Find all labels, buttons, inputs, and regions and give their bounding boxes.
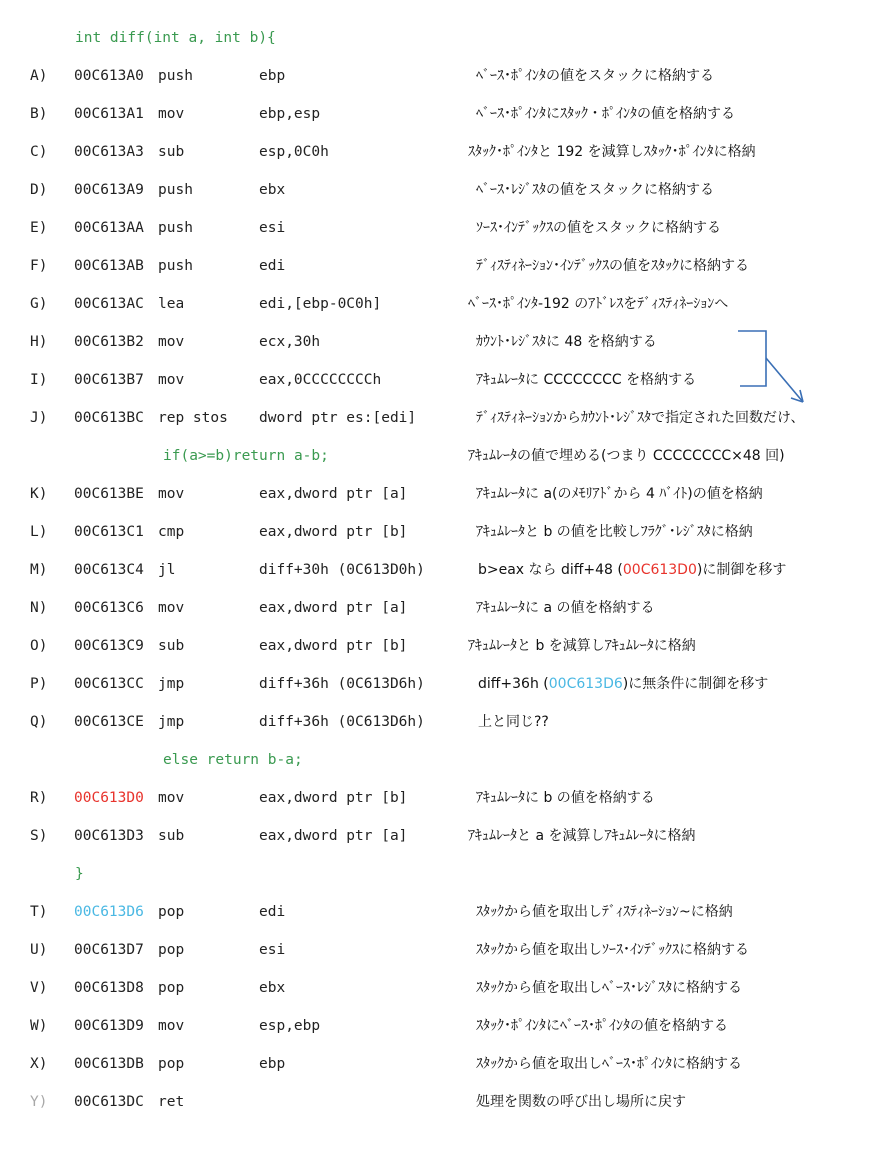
row-address: 00C613D0: [74, 790, 144, 806]
row-label: V): [30, 980, 48, 996]
row-label: Q): [30, 714, 48, 730]
row-opcode: sub: [158, 638, 185, 654]
row-comment: ｽﾀｯｸから値を取出しｿｰｽ･ｲﾝﾃﾞｯｸｽに格納する: [476, 942, 749, 958]
row-address: 00C613B2: [74, 334, 144, 350]
source-if-statement: if(a>=b)return a-b;: [163, 448, 329, 464]
row-address: 00C613C9: [74, 638, 144, 654]
row-comment: ｱｷｭﾑﾚｰﾀと b を減算しｱｷｭﾑﾚｰﾀに格納: [468, 638, 696, 654]
row-opcode: pop: [158, 980, 185, 996]
row-opcode: mov: [158, 334, 185, 350]
row-operands: edi: [259, 258, 286, 274]
source-closing-brace: }: [75, 866, 84, 882]
row-opcode: mov: [158, 790, 185, 806]
row-operands: edi: [259, 904, 286, 920]
row-opcode: push: [158, 258, 193, 274]
row-operands: ebp: [259, 1056, 286, 1072]
row-address: 00C613B7: [74, 372, 144, 388]
row-address: 00C613D3: [74, 828, 144, 844]
row-address: 00C613C6: [74, 600, 144, 616]
row-address: 00C613D6: [74, 904, 144, 920]
row-operands: ecx,30h: [259, 334, 321, 350]
rep-stos-comment-continuation: ｱｷｭﾑﾚｰﾀの値で埋める(つまり CCCCCCCC×48 回): [468, 448, 785, 464]
row-label: K): [30, 486, 48, 502]
row-operands: eax,0CCCCCCCCh: [259, 372, 382, 388]
row-opcode: mov: [158, 1018, 185, 1034]
row-opcode: rep stos: [158, 410, 228, 426]
row-comment: ｱｷｭﾑﾚｰﾀに a の値を格納する: [476, 600, 655, 616]
row-opcode: push: [158, 68, 193, 84]
row-opcode: push: [158, 182, 193, 198]
comment-text: )に制御を移す: [696, 562, 787, 578]
row-label: R): [30, 790, 48, 806]
row-label: B): [30, 106, 48, 122]
jump-target-address: 00C613D0: [622, 562, 697, 578]
row-address: 00C613AB: [74, 258, 144, 274]
row-opcode: jmp: [158, 676, 185, 692]
row-operands: diff+36h (0C613D6h): [259, 676, 425, 692]
row-operands: esi: [259, 942, 286, 958]
row-label: L): [30, 524, 48, 540]
row-operands: diff+30h (0C613D0h): [259, 562, 425, 578]
row-address: 00C613AC: [74, 296, 144, 312]
row-opcode: mov: [158, 486, 185, 502]
row-operands: edi,[ebp-0C0h]: [259, 296, 382, 312]
row-comment: ﾍﾞｰｽ･ﾎﾟｲﾝﾀの値をスタックに格納する: [476, 68, 714, 84]
row-address: 00C613D9: [74, 1018, 144, 1034]
row-label: H): [30, 334, 48, 350]
row-label: O): [30, 638, 48, 654]
row-comment: ｱｷｭﾑﾚｰﾀと a を減算しｱｷｭﾑﾚｰﾀに格納: [468, 828, 696, 844]
row-address: 00C613DB: [74, 1056, 144, 1072]
row-operands: eax,dword ptr [b]: [259, 790, 408, 806]
row-operands: ebp,esp: [259, 106, 321, 122]
row-label: X): [30, 1056, 48, 1072]
jump-target-address: 00C613D6: [548, 676, 623, 692]
row-comment: ｿｰｽ･ｲﾝﾃﾞｯｸｽの値をスタックに格納する: [476, 220, 721, 236]
row-opcode: cmp: [158, 524, 185, 540]
row-comment: ｽﾀｯｸ･ﾎﾟｲﾝﾀにﾍﾞｰｽ･ﾎﾟｲﾝﾀの値を格納する: [476, 1018, 728, 1034]
row-label: J): [30, 410, 48, 426]
source-function-header: int diff(int a, int b){: [75, 30, 276, 46]
row-address: 00C613D8: [74, 980, 144, 996]
row-label: I): [30, 372, 48, 388]
row-opcode: push: [158, 220, 193, 236]
row-opcode: sub: [158, 144, 185, 160]
row-label: Y): [30, 1094, 48, 1110]
row-comment: 上と同じ??: [478, 714, 549, 730]
row-address: 00C613CE: [74, 714, 144, 730]
row-opcode: mov: [158, 372, 185, 388]
row-address: 00C613A3: [74, 144, 144, 160]
row-address: 00C613A9: [74, 182, 144, 198]
row-label: D): [30, 182, 48, 198]
row-comment: ﾃﾞｨｽﾃｨﾈｰｼｮﾝからｶｳﾝﾄ･ﾚｼﾞｽﾀで指定された回数だけ、: [476, 410, 805, 426]
row-label: E): [30, 220, 48, 236]
row-comment: ｽﾀｯｸから値を取出しﾍﾞｰｽ･ﾚｼﾞｽﾀに格納する: [476, 980, 742, 996]
row-comment: ﾃﾞｨｽﾃｨﾈｰｼｮﾝ･ｲﾝﾃﾞｯｸｽの値をｽﾀｯｸに格納する: [476, 258, 749, 274]
row-address: 00C613A0: [74, 68, 144, 84]
row-label: C): [30, 144, 48, 160]
row-label: G): [30, 296, 48, 312]
row-address: 00C613CC: [74, 676, 144, 692]
row-comment: ｽﾀｯｸから値を取出しﾃﾞｨｽﾃｨﾈｰｼｮﾝ~に格納: [476, 904, 733, 920]
row-comment: ﾍﾞｰｽ･ﾎﾟｲﾝﾀにｽﾀｯｸ・ﾎﾟｲﾝﾀの値を格納する: [476, 106, 735, 122]
row-operands: dword ptr es:[edi]: [259, 410, 417, 426]
row-label: M): [30, 562, 48, 578]
row-comment: 処理を関数の呼び出し場所に戻す: [476, 1094, 686, 1110]
source-else-statement: else return b-a;: [163, 752, 303, 768]
row-label: A): [30, 68, 48, 84]
row-label: P): [30, 676, 48, 692]
row-opcode: pop: [158, 904, 185, 920]
row-label: W): [30, 1018, 48, 1034]
row-operands: ebx: [259, 182, 286, 198]
row-comment: ｱｷｭﾑﾚｰﾀに b の値を格納する: [476, 790, 655, 806]
row-operands: ebp: [259, 68, 286, 84]
row-address: 00C613D7: [74, 942, 144, 958]
row-opcode: lea: [158, 296, 185, 312]
comment-text: b>eax なら diff+48 (: [478, 562, 623, 578]
row-comment: ﾍﾞｰｽ･ﾎﾟｲﾝﾀ-192 のｱﾄﾞﾚｽをﾃﾞｨｽﾃｨﾈｰｼｮﾝへ: [468, 296, 729, 312]
row-address: 00C613A1: [74, 106, 144, 122]
row-opcode: pop: [158, 942, 185, 958]
row-label: U): [30, 942, 48, 958]
row-opcode: jl: [158, 562, 176, 578]
row-opcode: pop: [158, 1056, 185, 1072]
row-opcode: mov: [158, 106, 185, 122]
row-label: T): [30, 904, 48, 920]
row-operands: esp,0C0h: [259, 144, 329, 160]
row-address: 00C613BE: [74, 486, 144, 502]
row-operands: esp,ebp: [259, 1018, 321, 1034]
row-operands: esi: [259, 220, 286, 236]
row-comment: ｱｷｭﾑﾚｰﾀと b の値を比較しﾌﾗｸﾞ･ﾚｼﾞｽﾀに格納: [476, 524, 753, 540]
row-label: N): [30, 600, 48, 616]
row-address: 00C613DC: [74, 1094, 144, 1110]
row-address: 00C613C1: [74, 524, 144, 540]
row-opcode: jmp: [158, 714, 185, 730]
row-address: 00C613BC: [74, 410, 144, 426]
row-address: 00C613AA: [74, 220, 144, 236]
row-opcode: mov: [158, 600, 185, 616]
row-operands: eax,dword ptr [b]: [259, 638, 408, 654]
comment-text: diff+36h (: [478, 676, 549, 692]
comment-text: )に無条件に制御を移す: [622, 676, 769, 692]
row-label: S): [30, 828, 48, 844]
row-operands: diff+36h (0C613D6h): [259, 714, 425, 730]
row-operands: eax,dword ptr [b]: [259, 524, 408, 540]
row-operands: eax,dword ptr [a]: [259, 486, 408, 502]
row-comment: ｶｳﾝﾄ･ﾚｼﾞｽﾀに 48 を格納する: [476, 334, 657, 350]
row-operands: eax,dword ptr [a]: [259, 828, 408, 844]
row-operands: eax,dword ptr [a]: [259, 600, 408, 616]
row-address: 00C613C4: [74, 562, 144, 578]
row-comment: ｱｷｭﾑﾚｰﾀに a(のﾒﾓﾘｱﾄﾞから 4 ﾊﾞｲﾄ)の値を格納: [476, 486, 763, 502]
row-comment: ｽﾀｯｸ･ﾎﾟｲﾝﾀと 192 を減算しｽﾀｯｸ･ﾎﾟｲﾝﾀに格納: [468, 144, 756, 160]
row-comment: ｱｷｭﾑﾚｰﾀに CCCCCCCC を格納する: [476, 372, 697, 388]
row-operands: ebx: [259, 980, 286, 996]
row-opcode: sub: [158, 828, 185, 844]
row-opcode: ret: [158, 1094, 185, 1110]
row-comment: ﾍﾞｰｽ･ﾚｼﾞｽﾀの値をスタックに格納する: [476, 182, 714, 198]
row-comment: ｽﾀｯｸから値を取出しﾍﾞｰｽ･ﾎﾟｲﾝﾀに格納する: [476, 1056, 742, 1072]
row-label: F): [30, 258, 48, 274]
